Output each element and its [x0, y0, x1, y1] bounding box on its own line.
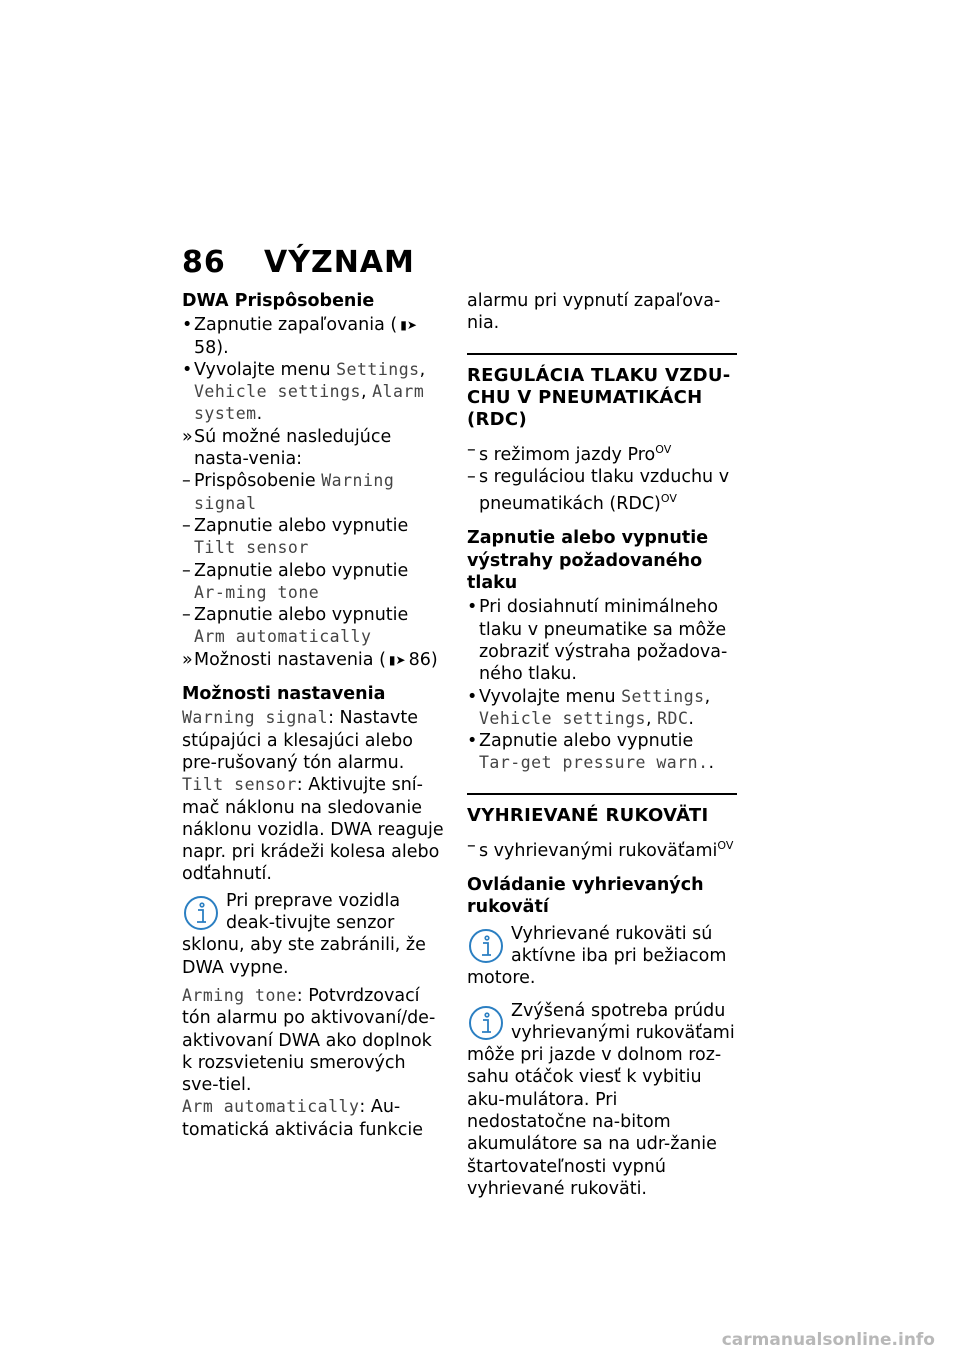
list-item: • Zapnutie alebo vypnutie Tar-get pressure warn..	[467, 731, 715, 774]
info-note: Vyhrievané rukoväti sú aktívne iba pri bežiacom motore.	[467, 923, 727, 989]
ov-badge: OV	[717, 838, 734, 852]
options-heading: Možnosti nastavenia	[182, 684, 386, 705]
page-title: VÝZNAM	[264, 245, 415, 280]
bullet-marker: •	[182, 359, 193, 380]
dash-item: – Zapnutie alebo vypnutie Arm automatically	[182, 605, 409, 647]
result-item: » Sú možné nasledujúce nasta-venia:	[182, 426, 392, 470]
rdc-heading: REGULÁCIA TLAKU VZDU-CHU V PNEUMATIKÁCH (RDC)	[467, 353, 737, 431]
dash-item: – s režimom jazdy Pro$^{OV}$	[467, 439, 672, 465]
list-item: • Vyvolajte menu Settings, Vehicle settings, RDC.	[467, 686, 711, 729]
option-arm-automatically: Arm automatically: Au-tomatická aktivácia funkcie	[182, 1097, 423, 1140]
menu-path: Alarm system	[194, 382, 425, 424]
dash-item: – Zapnutie alebo vypnutie Ar-ming tone	[182, 560, 409, 602]
dash-item: – s vyhrievanými rukoväťami$^{OV}$	[467, 835, 734, 861]
continued-text: alarmu pri vypnutí zapaľova-nia.	[467, 291, 721, 334]
result-item: » Možnosti nastavenia ( ▮➤ 86)	[182, 649, 438, 670]
page-header	[182, 245, 415, 280]
ov-badge: OV	[660, 492, 677, 506]
result-marker: »	[182, 649, 193, 670]
list-item: • Pri dosiahnutí minimálneho tlaku v pneumatike sa môže zobraziť výstraha požadova-ného tlaku.	[467, 597, 728, 685]
dash-item: – Zapnutie alebo vypnutie Tilt sensor	[182, 515, 409, 558]
option-tilt-sensor: Tilt sensor: Aktivujte sní-mač náklonu na sledovanie náklonu vozidla. DWA reaguje napr. pri krádeži kolesa alebo odťahnutí.	[182, 775, 444, 885]
menu-path: Vehicle settings	[194, 382, 361, 402]
dash-marker: –	[182, 560, 191, 581]
warning-heading: Zapnutie alebo vypnutie výstrahy požadovaného tlaku	[467, 528, 709, 594]
menu-path: Settings	[336, 359, 420, 379]
info-icon	[467, 1004, 505, 1042]
dash-item: – Prispôsobenie Warning signal	[182, 471, 395, 513]
dash-marker: –	[182, 515, 191, 536]
dash-item: – s reguláciou tlaku vzduchu v pneumatikách (RDC)$^{OV}$	[467, 466, 730, 515]
dash-marker: –	[182, 605, 191, 626]
page-number: 86	[182, 245, 226, 280]
watermark: carmanualsonline.info	[721, 1330, 935, 1350]
heated-grips-heading: VYHRIEVANÉ RUKOVÄTI	[467, 793, 737, 827]
option-warning-signal: Warning signal: Nastavte stúpajúci a klesajúci alebo pre-rušovaný tón alarmu.	[182, 708, 419, 773]
info-note: Pri preprave vozidla deak-tivujte senzor sklonu, aby ste zabránili, že DWA vypne.	[182, 890, 426, 978]
bullet-marker: •	[182, 315, 193, 336]
page-ref-arrow-icon[interactable]: ▮➤	[400, 318, 417, 333]
option-arming-tone: Arming tone: Potvrdzovací tón alarmu po aktivovaní/de-aktivovaní DWA ako doplnok k rozsvieteniu smerových sve-tiel.	[182, 985, 436, 1096]
info-note: Zvýšená spotreba prúdu vyhrievanými rukoväťami môže pri jazde v dolnom roz-sahu otáčok viesť k vybitiu aku-mulátora. Pri nedostatočne na-bitom akumulátore sa na udr-žanie štartovateľnosti vypnú vyhrievané rukoväti.	[467, 1000, 735, 1199]
list-item: • Vyvolajte menu Settings, Vehicle settings, Alarm system.	[182, 359, 426, 425]
result-marker: »	[182, 426, 193, 447]
ov-badge: OV	[655, 442, 672, 456]
left-column	[182, 290, 444, 1141]
list-item: • Zapnutie zapaľovania ( ▮➤58).	[182, 315, 417, 358]
page-ref-arrow-icon[interactable]: ▮➤	[388, 652, 406, 667]
info-icon	[467, 927, 505, 965]
info-icon	[182, 894, 220, 932]
control-heading: Ovládanie vyhrievaných rukovätí	[467, 875, 704, 918]
dash-marker: –	[182, 471, 191, 492]
dwa-heading: DWA Prispôsobenie	[182, 291, 375, 311]
right-column	[467, 290, 737, 1200]
